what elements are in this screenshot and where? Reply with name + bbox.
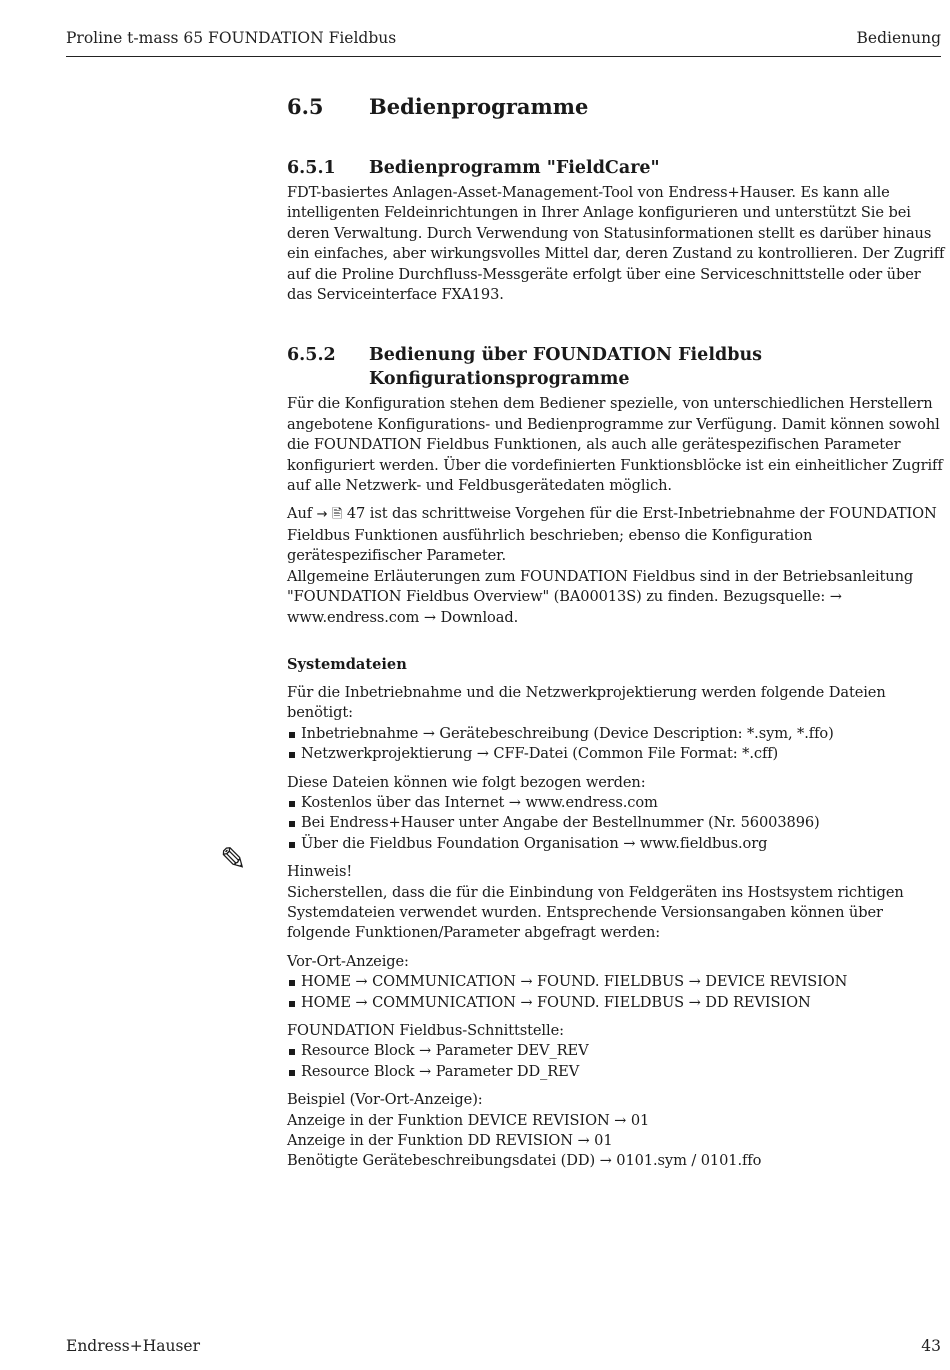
ff-paragraph-2-prefix: Auf [287,505,313,523]
subsection-number: 6.5.1 [287,158,336,178]
example-line: Anzeige in der Funktion DEVICE REVISION → 01 [287,1111,650,1129]
header-chapter: Bedienung [856,29,941,47]
note-body: Sicherstellen, dass die für die Einbindung von Feldgeräten ins Hostsystem richtigen Systemdateien verwendet wurden. Entsprechende Versionsangaben können über folgende Funktionen/Parameter abgefragt werden: [287,883,904,942]
ff-paragraph-2 [287,504,947,566]
header-doc-title: Proline t-mass 65 FOUNDATION Fieldbus [66,29,397,47]
subsection-title-line2: Konfigurationsprogramme [369,369,630,390]
example-line: Anzeige in der Funktion DD REVISION → 01 [287,1132,613,1150]
list-item: Inbetriebnahme → Gerätebeschreibung (Device Description: *.sym, *.ffo) [287,724,947,744]
page-reference-number[interactable]: 47 [346,505,366,523]
example-label: Beispiel (Vor-Ort-Anzeige): [287,1091,483,1109]
page-number: 43 [921,1337,941,1355]
ff-paragraph-2-rest: ist das schrittweise Vorgehen für die Erst-Inbetriebnahme der FOUNDATION Fieldbus Funktionen ausführlich beschrieben; ebenso die Konfiguration gerätespezifischer Parameter. [287,505,937,565]
subsection-title [369,343,947,391]
section-number: 6.5 [287,94,324,119]
sources-list [287,793,947,854]
pencil-note-icon: ✎ [220,840,247,878]
page-content [287,93,947,1172]
systemdateien-heading: Systemdateien [287,655,407,673]
header-divider [66,56,941,57]
subsection-title: Bedienprogramm "FieldCare" [369,158,660,178]
subsection-title-line1: Bedienung über FOUNDATION Fieldbus [369,345,763,366]
list-item: Bei Endress+Hauser unter Angabe der Bestellnummer (Nr. 56003896) [287,813,947,833]
note-title: Hinweis! [287,863,353,881]
subsection-heading-fieldcare [287,156,947,180]
subsection-number: 6.5.2 [287,345,336,366]
subsection-heading-ff [287,343,947,391]
arrow-right-icon: → [316,507,328,523]
list-item: Resource Block → Parameter DD_REV [287,1062,947,1082]
local-display-list [287,972,947,1013]
example-line: Benötigte Gerätebeschreibungsdatei (DD) → 0101.sym / 0101.ffo [287,1152,762,1170]
sources-intro: Diese Dateien können wie folgt bezogen werden: [287,773,646,791]
list-item: Netzwerkprojektierung → CFF-Datei (Common File Format: *.cff) [287,744,947,764]
footer-brand: Endress+Hauser [66,1337,200,1355]
fieldcare-paragraph: FDT-basiertes Anlagen-Asset-Management-Tool von Endress+Hauser. Es kann alle intelligenten Feldeinrichtungen in Ihrer Anlage konfigurieren und unterstützt Sie bei deren Verwaltung. Durch Verwendung von Statusinformationen stellt es darüber hinaus ein einfaches, aber wirkungsvolles Mittel dar, deren Zustand zu kontrollieren. Der Zugriff auf die Proline Durchfluss-Messgeräte erfolgt über eine Serviceschnittstelle oder über das Serviceinterface FXA193. [287,184,945,304]
local-display-label: Vor-Ort-Anzeige: [287,952,409,970]
list-item: HOME → COMMUNICATION → FOUND. FIELDBUS → DD REVISION [287,993,947,1013]
list-item: Über die Fieldbus Foundation Organisation → www.fieldbus.org [287,834,947,854]
list-item: Kostenlos über das Internet → www.endress.com [287,793,947,813]
ff-interface-list [287,1041,947,1082]
page-reference-icon: 🖹 [331,507,343,523]
section-heading [287,93,947,121]
section-title: Bedienprogramme [369,94,589,119]
systemdateien-intro: Für die Inbetriebnahme und die Netzwerkprojektierung werden folgende Dateien benötigt: [287,683,886,722]
list-item: HOME → COMMUNICATION → FOUND. FIELDBUS → DEVICE REVISION [287,972,947,992]
needed-files-list [287,724,947,765]
ff-interface-label: FOUNDATION Fieldbus-Schnittstelle: [287,1022,564,1039]
list-item: Resource Block → Parameter DEV_REV [287,1041,947,1061]
ff-paragraph-3: Allgemeine Erläuterungen zum FOUNDATION Fieldbus sind in der Betriebsanleitung "FOUNDATION Fieldbus Overview" (BA00013S) zu finden. Bezugsquelle: → www.endress.com → Download. [287,567,914,626]
ff-paragraph-1: Für die Konfiguration stehen dem Bediener spezielle, von unterschiedlichen Herstellern angebotene Konfigurations- und Bedienprogramme zur Verfügung. Damit können sowohl die FOUNDATION Fieldbus Funktionen, als auch alle gerätespezifischen Parameter konfiguriert werden. Über die vordefinierten Funktionsblöcke ist ein einheitlicher Zugriff auf alle Netzwerk- und Feldbusgerätedaten möglich. [287,395,943,495]
